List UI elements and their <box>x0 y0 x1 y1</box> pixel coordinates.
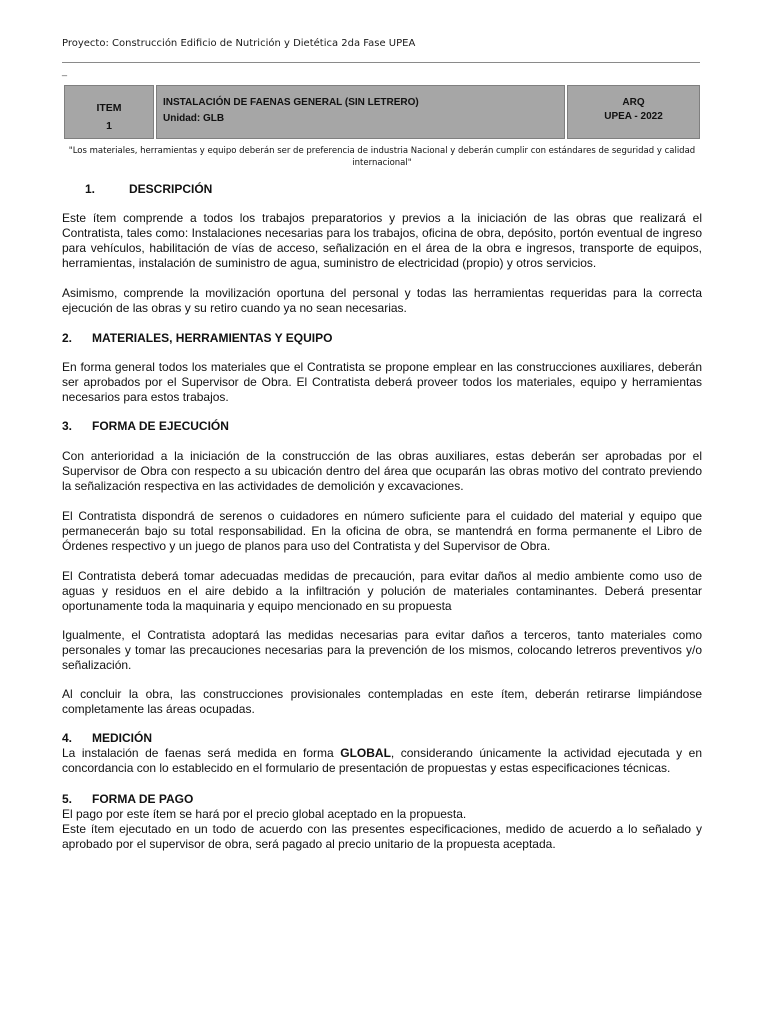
section-title: FORMA DE EJECUCIÓN <box>92 419 229 433</box>
section-number: 5. <box>62 792 73 806</box>
paragraph: Igualmente, el Contratista adoptará las medidas necesarias para evitar daños a terceros, tanto materiales como personales y tomar las precauciones necesarias para la prevención de los mismos, colocando letreros preventivos y/o señalización. <box>62 628 702 672</box>
item-number-cell <box>64 85 154 139</box>
item-title-cell <box>156 85 565 139</box>
section-number: 4. <box>62 731 73 745</box>
project-header: Proyecto: Construcción Edificio de Nutrición y Dietética 2da Fase UPEA <box>62 38 416 49</box>
paragraph: Con anterioridad a la iniciación de la construcción de las obras auxiliares, estas deberán ser aprobadas por el Supervisor de Obra con respecto a su ubicación dentro del área que ocuparán las obras motivo del contrato previendo la señalización respectiva en las actividades de demolición y excavaciones. <box>62 449 702 493</box>
header-divider <box>62 62 700 63</box>
item-label: ITEM <box>96 102 122 114</box>
paragraph: Este ítem ejecutado en un todo de acuerdo con las presentes especificaciones, medido de acuerdo a lo señalado y aprobado por el supervisor de obra, será pagado al precio unitario de la propuesta aceptada. <box>62 822 702 851</box>
text-run-bold: GLOBAL <box>340 746 391 760</box>
section-title: MATERIALES, HERRAMIENTAS Y EQUIPO <box>92 331 333 345</box>
paragraph: El Contratista dispondrá de serenos o cuidadores en número suficiente para el cuidado del material y equipo que permanecerán bajo su total responsabilidad. En la oficina de obra, se mantendrá en forma permanente el Libro de Órdenes respectivo y un juego de planos para uso del Contratista y del Supervisor de Obra. <box>62 509 702 553</box>
section-title: FORMA DE PAGO <box>92 792 194 806</box>
org-line-2: UPEA - 2022 <box>604 111 663 122</box>
item-number: 1 <box>106 120 112 132</box>
item-title: INSTALACIÓN DE FAENAS GENERAL (SIN LETRERO) <box>163 97 419 108</box>
text-run: La instalación de faenas será medida en forma <box>62 746 341 760</box>
org-line-1: ARQ <box>622 97 645 108</box>
paragraph: Al concluir la obra, las construcciones provisionales contempladas en este ítem, deberán retirarse limpiándose completamente las áreas ocupadas. <box>62 687 702 716</box>
item-unit: Unidad: GLB <box>163 113 225 124</box>
paragraph: En forma general todos los materiales que el Contratista se propone emplear en las construcciones auxiliares, deberán ser aprobados por el Supervisor de Obra. El Contratista deberá proveer todos los materiales, equipo y herramientas necesarios para estos trabajos. <box>62 360 702 404</box>
materials-note: "Los materiales, herramientas y equipo deberán ser de preferencia de industria Nacional y deberán cumplir con estándares de seguridad y calidad internacional" <box>68 146 696 168</box>
section-title: MEDICIÓN <box>92 731 152 745</box>
section-number: 2. <box>62 331 73 345</box>
text-run: , considerando únicamente la actividad ejecutada y en concordancia con lo establecido en el formulario de presentación de propuestas y estas especificaciones técnicas. <box>62 746 702 775</box>
paragraph: El Contratista deberá tomar adecuadas medidas de precaución, para evitar daños al medio ambiente como uso de aguas y residuos en el aire debido a la infiltración y polución de materiales contaminantes. Deberá presentar oportunamente toda la maquinaria y equipo mencionado en su propuesta <box>62 569 702 613</box>
header-dash: _ <box>62 66 68 76</box>
paragraph: Asimismo, comprende la movilización oportuna del personal y todas las herramientas requeridas para la correcta ejecución de las obras y su retiro cuando ya no sean necesarias. <box>62 286 702 315</box>
section-title: DESCRIPCIÓN <box>129 182 213 196</box>
paragraph: El pago por este ítem se hará por el precio global aceptado en la propuesta. <box>62 807 467 821</box>
item-org-cell <box>567 85 700 139</box>
paragraph: Este ítem comprende a todos los trabajos preparatorios y previos a la iniciación de las obras que realizará el Contratista, tales como: Instalaciones necesarias para los trabajos, oficina de obra, depósito, portón eventual de ingreso para vehículos, habilitación de vías de acceso, señalización en el área de la obra e ingresos, transporte de equipos, herramientas, instalación de suministro de agua, suministro de electricidad (propio) y otros servicios. <box>62 211 702 270</box>
section-number: 1. <box>85 182 96 196</box>
paragraph <box>62 746 702 776</box>
section-number: 3. <box>62 419 73 433</box>
